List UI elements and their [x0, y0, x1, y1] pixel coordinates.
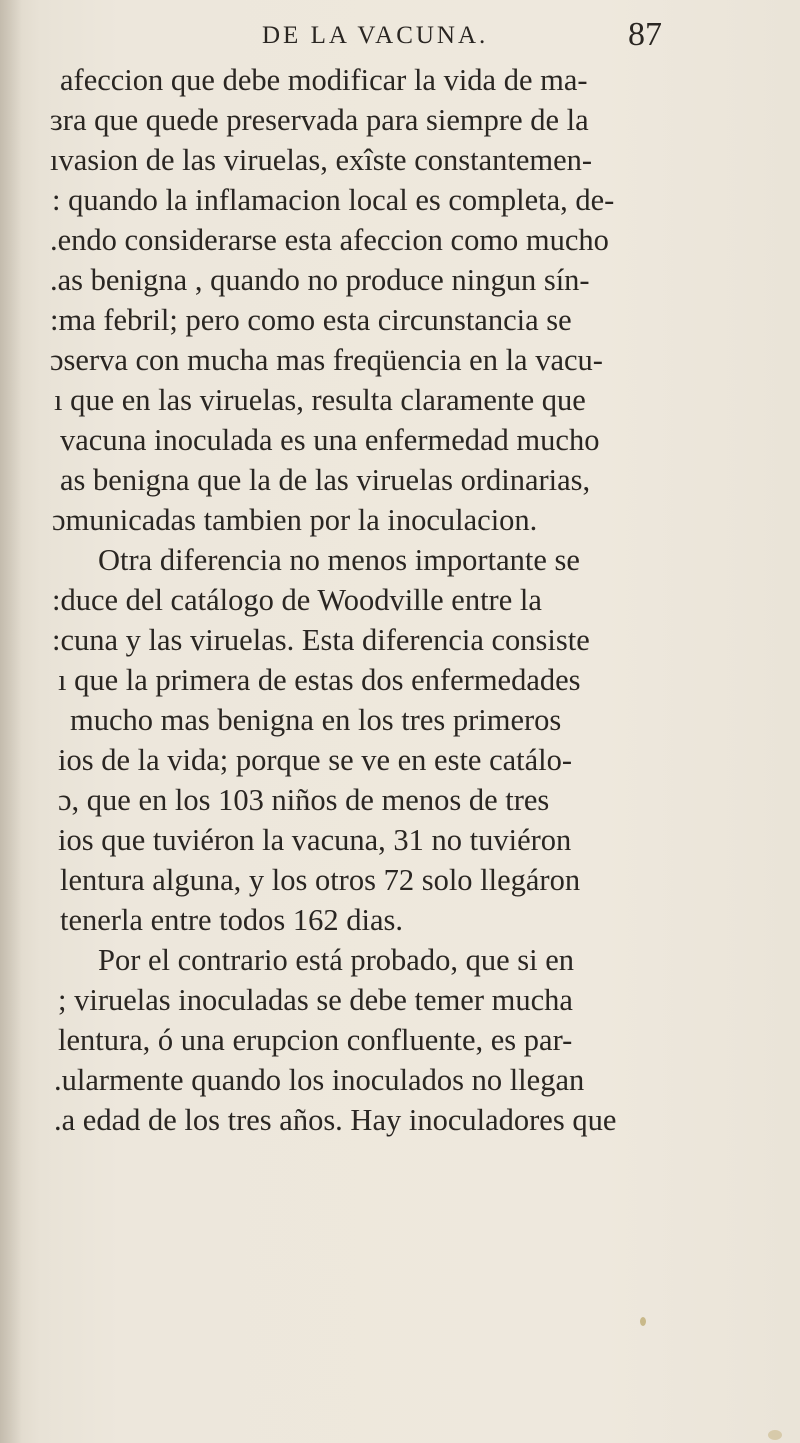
text-line: ı que la primera de estas dos enfermedades	[58, 663, 581, 697]
text-line: ɜra que quede preservada para siempre de la	[50, 103, 589, 137]
paper-speck	[640, 1317, 646, 1326]
text-line: vacuna inoculada es una enfermedad mucho	[60, 423, 600, 457]
page-number: 87	[628, 16, 662, 53]
text-line: Otra diferencia no menos importante se	[98, 543, 580, 577]
gutter-shadow	[0, 0, 22, 1443]
running-head: DE LA VACUNA.	[262, 22, 489, 49]
text-line: .endo considerarse esta afeccion como mucho	[50, 223, 609, 257]
text-line: ıvasion de las viruelas, exîste constantemen-	[50, 143, 593, 177]
text-line: lentura alguna, y los otros 72 solo llegáron	[60, 863, 581, 897]
text-line: mucho mas benigna en los tres primeros	[70, 703, 562, 737]
text-line: .ularmente quando los inoculados no llegan	[54, 1063, 585, 1097]
text-line: ; viruelas inoculadas se debe temer mucha	[58, 983, 573, 1017]
text-line: ios de la vida; porque se ve en este catálo-	[58, 743, 573, 777]
text-line: lentura, ó una erupcion confluente, es par-	[58, 1023, 573, 1057]
text-line: ios que tuviéron la vacuna, 31 no tuviéron	[58, 823, 572, 857]
text-line: ɔmunicadas tambien por la inoculacion.	[52, 503, 538, 537]
text-line: ı que en las viruelas, resulta claramente que	[54, 383, 586, 417]
text-line: ɔ, que en los 103 niños de menos de tres	[58, 783, 550, 817]
text-line: .as benigna , quando no produce ningun sín-	[50, 263, 590, 297]
text-line: tenerla entre todos 162 dias.	[60, 903, 404, 937]
page-header	[0, 16, 800, 56]
text-line: :cuna y las viruelas. Esta diferencia consiste	[52, 623, 590, 657]
text-line: :ma febril; pero como esta circunstancia se	[50, 303, 572, 337]
text-line: .a edad de los tres años. Hay inoculadores que	[54, 1103, 617, 1137]
text-line: Por el contrario está probado, que si en	[98, 943, 574, 977]
text-line: :duce del catálogo de Woodville entre la	[52, 583, 542, 617]
text-line: afeccion que debe modificar la vida de ma-	[60, 63, 588, 97]
text-line: as benigna que la de las viruelas ordinarias,	[60, 463, 591, 497]
text-line: ɔserva con mucha mas freqüencia en la vacu-	[50, 343, 603, 377]
paper-speck	[768, 1430, 782, 1440]
text-line: : quando la inflamacion local es completa, de-	[52, 183, 615, 217]
